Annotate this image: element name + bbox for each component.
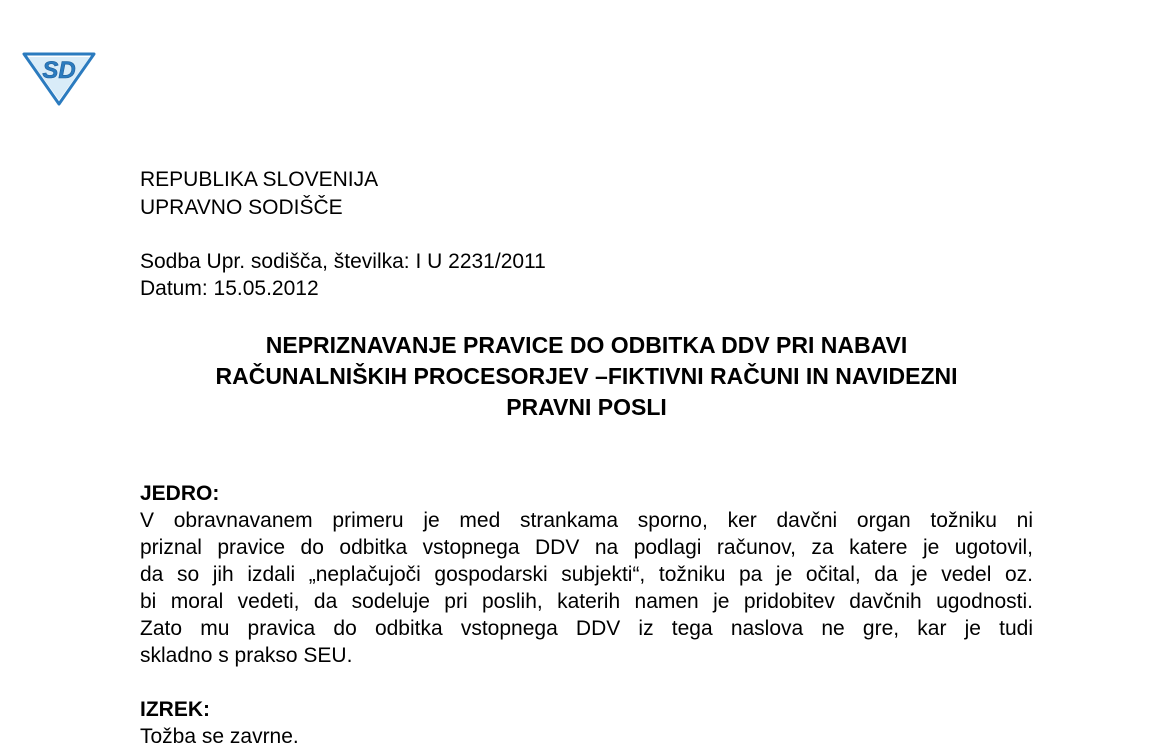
logo-text: SD	[42, 57, 76, 84]
paragraph-line: V obravnavanem primeru je med strankama sporno, ker davčni organ tožniku ni	[140, 509, 1033, 532]
jedro-heading: JEDRO:	[140, 482, 220, 505]
paragraph-line: Zato mu pravica do odbitka vstopnega DDV iz tega naslova ne gre, kar je tudi	[140, 617, 1033, 640]
sd-shield-icon	[22, 48, 96, 106]
izrek-text: Tožba se zavrne.	[140, 725, 299, 748]
header-republic: REPUBLIKA SLOVENIJA	[140, 168, 379, 191]
judgment-date: Datum: 15.05.2012	[140, 277, 319, 300]
paragraph-line: skladno s prakso SEU.	[140, 644, 353, 667]
document-title	[140, 330, 1033, 423]
jedro-paragraph	[140, 507, 1033, 669]
title-line: PRAVNI POSLI	[506, 394, 667, 420]
case-number: Sodba Upr. sodišča, številka: I U 2231/2011	[140, 250, 546, 273]
izrek-heading: IZREK:	[140, 698, 210, 721]
header-court: UPRAVNO SODIŠČE	[140, 196, 343, 219]
paragraph-line: priznal pravice do odbitka vstopnega DDV na podlagi računov, za katere je ugotovil,	[140, 536, 1033, 559]
title-line: NEPRIZNAVANJE PRAVICE DO ODBITKA DDV PRI NABAVI	[265, 332, 908, 358]
title-line: RAČUNALNIŠKIH PROCESORJEV –FIKTIVNI RAČUNI IN NAVIDEZNI	[215, 363, 958, 389]
paragraph-line: bi moral vedeti, da sodeluje pri poslih, katerih namen je pridobitev davčnih ugodnosti.	[140, 590, 1033, 613]
court-logo	[22, 48, 96, 106]
paragraph-line: da so jih izdali „neplačujoči gospodarski subjekti“, tožniku pa je očital, da je vedel oz.	[140, 563, 1033, 586]
